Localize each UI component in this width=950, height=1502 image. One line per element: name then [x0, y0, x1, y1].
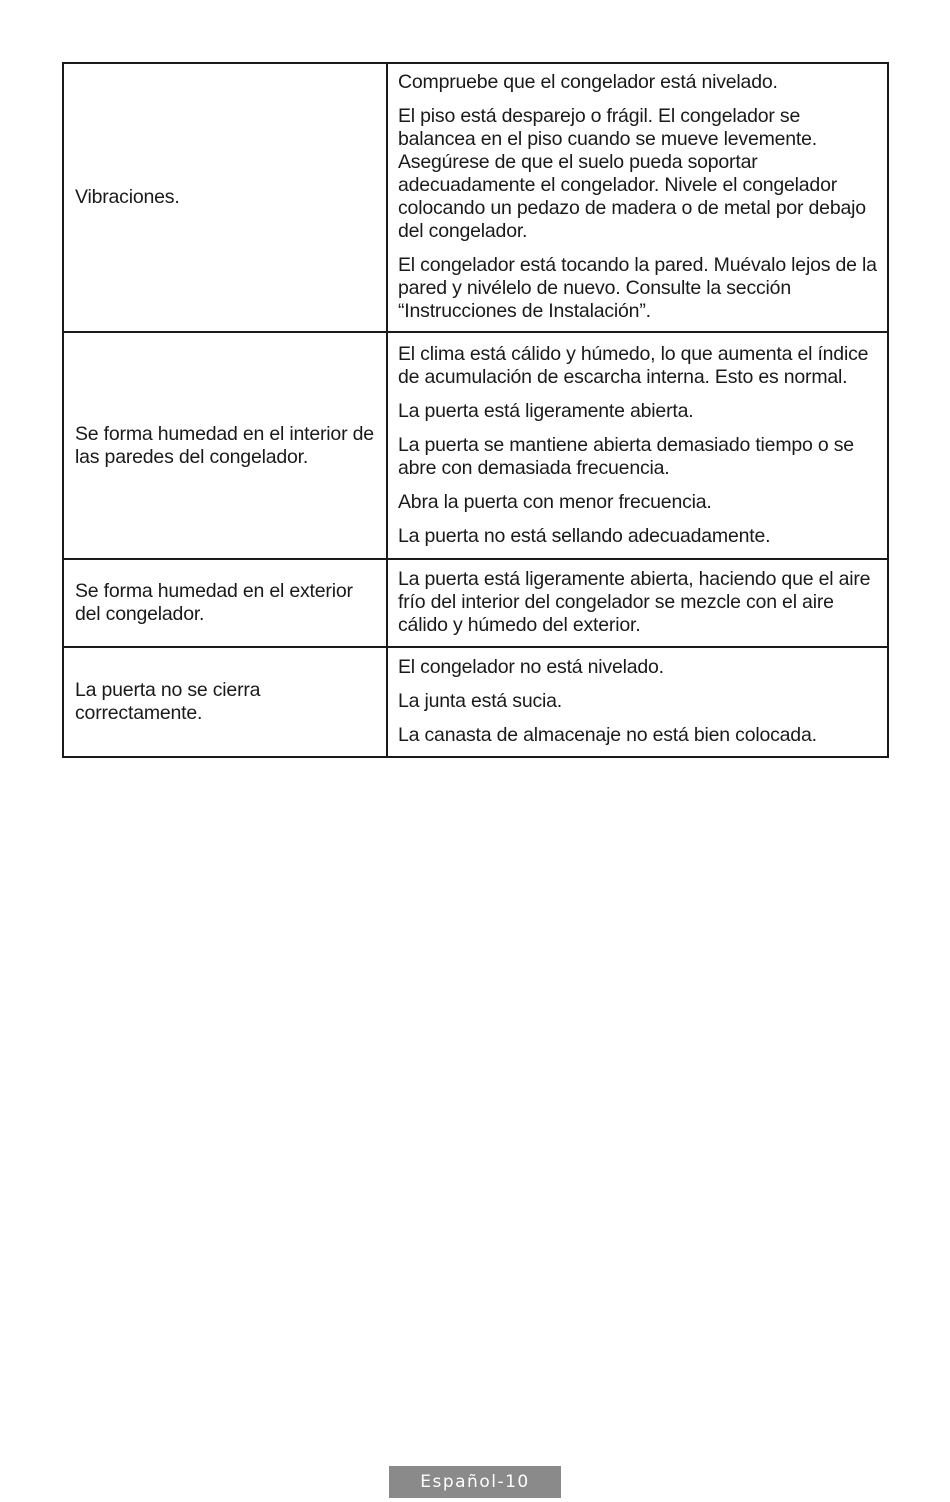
causes-cell: [387, 63, 888, 332]
cause-text: Compruebe que el congelador está nivelado.: [398, 71, 778, 93]
cause-text: El clima está cálido y húmedo, lo que aumenta el índice de acumulación de escarcha interna. Esto es normal.: [398, 342, 869, 388]
causes-cell: [387, 647, 888, 757]
cause-text: Abra la puerta con menor frecuencia.: [398, 490, 712, 513]
cause-text: La puerta está ligeramente abierta, haciendo que el aire frío del interior del congelador se mezcle con el aire cálido y húmedo del exterior.: [398, 568, 871, 636]
cause-text: El congelador no está nivelado.: [398, 656, 664, 678]
cause-text: El piso está desparejo o frágil. El congelador se balancea en el piso cuando se mueve levemente. Asegúrese de que el suelo pueda soportar adecuadamente el congelador. Nivele el congelador colocando un pedazo de madera o de metal por debajo del congelador.: [398, 105, 866, 242]
cause-text: La canasta de almacenaje no está bien colocada.: [398, 724, 817, 746]
causes-cell: [387, 332, 888, 559]
causes-cell: [387, 559, 888, 647]
cause-text: El congelador está tocando la pared. Muévalo lejos de la pared y nivélelo de nuevo. Consulte la sección “Instrucciones de Instalación”.: [398, 254, 877, 322]
cause-text: La junta está sucia.: [398, 690, 563, 712]
troubleshooting-table: [62, 62, 889, 758]
problem-cell: La puerta no se cierra correctamente.: [63, 647, 387, 757]
page-number-label: Español-10: [389, 1466, 561, 1498]
table-row: [63, 647, 888, 757]
cause-text: La puerta está ligeramente abierta.: [398, 399, 694, 422]
table-row: [63, 63, 888, 332]
table-row: [63, 559, 888, 647]
cause-text: La puerta se mantiene abierta demasiado tiempo o se abre con demasiada frecuencia.: [398, 433, 854, 479]
table-row: [63, 332, 888, 559]
cause-text: La puerta no está sellando adecuadamente.: [398, 524, 771, 547]
problem-cell: Se forma humedad en el interior de las paredes del congelador.: [63, 332, 387, 559]
problem-cell: Vibraciones.: [63, 63, 387, 332]
problem-cell: Se forma humedad en el exterior del congelador.: [63, 559, 387, 647]
